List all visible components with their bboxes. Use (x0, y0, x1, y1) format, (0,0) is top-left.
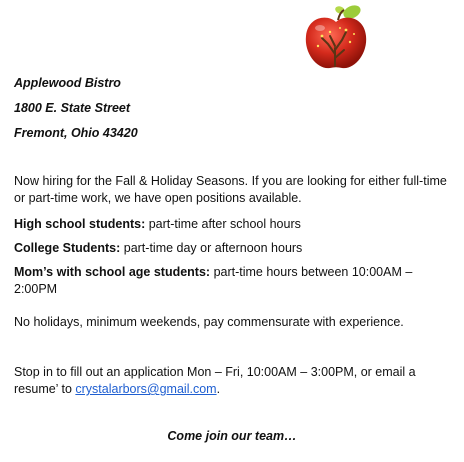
closing-line: Come join our team… (167, 429, 297, 443)
apply-text: Stop in to fill out an application Mon – Fri, 10:00AM – 3:00PM, or email a resume’ to (14, 365, 416, 396)
position-detail: part-time hours between 10:00AM – 2:00PM (14, 265, 413, 296)
position-label: College Students: (14, 241, 121, 255)
apple-tree-icon (300, 2, 372, 74)
email-link[interactable]: crystalarbors@gmail.com (75, 382, 217, 396)
apply-paragraph (14, 364, 454, 398)
hiring-intro: Now hiring for the Fall & Holiday Seasons. If you are looking for either full-time or part-time work, we have open positions available. (14, 174, 447, 205)
position-label: Mom’s with school age students: (14, 265, 211, 279)
apply-suffix: . (216, 382, 221, 396)
position-moms (14, 264, 454, 298)
city-state-zip: Fremont, Ohio 43420 (14, 126, 138, 140)
benefits-text: No holidays, minimum weekends, pay commensurate with experience. (14, 315, 404, 329)
position-high-school (14, 216, 454, 233)
position-label: High school students: (14, 217, 146, 231)
position-detail: part-time after school hours (145, 217, 301, 231)
street-address: 1800 E. State Street (14, 101, 131, 115)
business-name: Applewood Bistro (14, 76, 121, 90)
position-detail: part-time day or afternoon hours (120, 241, 303, 255)
position-college (14, 240, 454, 257)
